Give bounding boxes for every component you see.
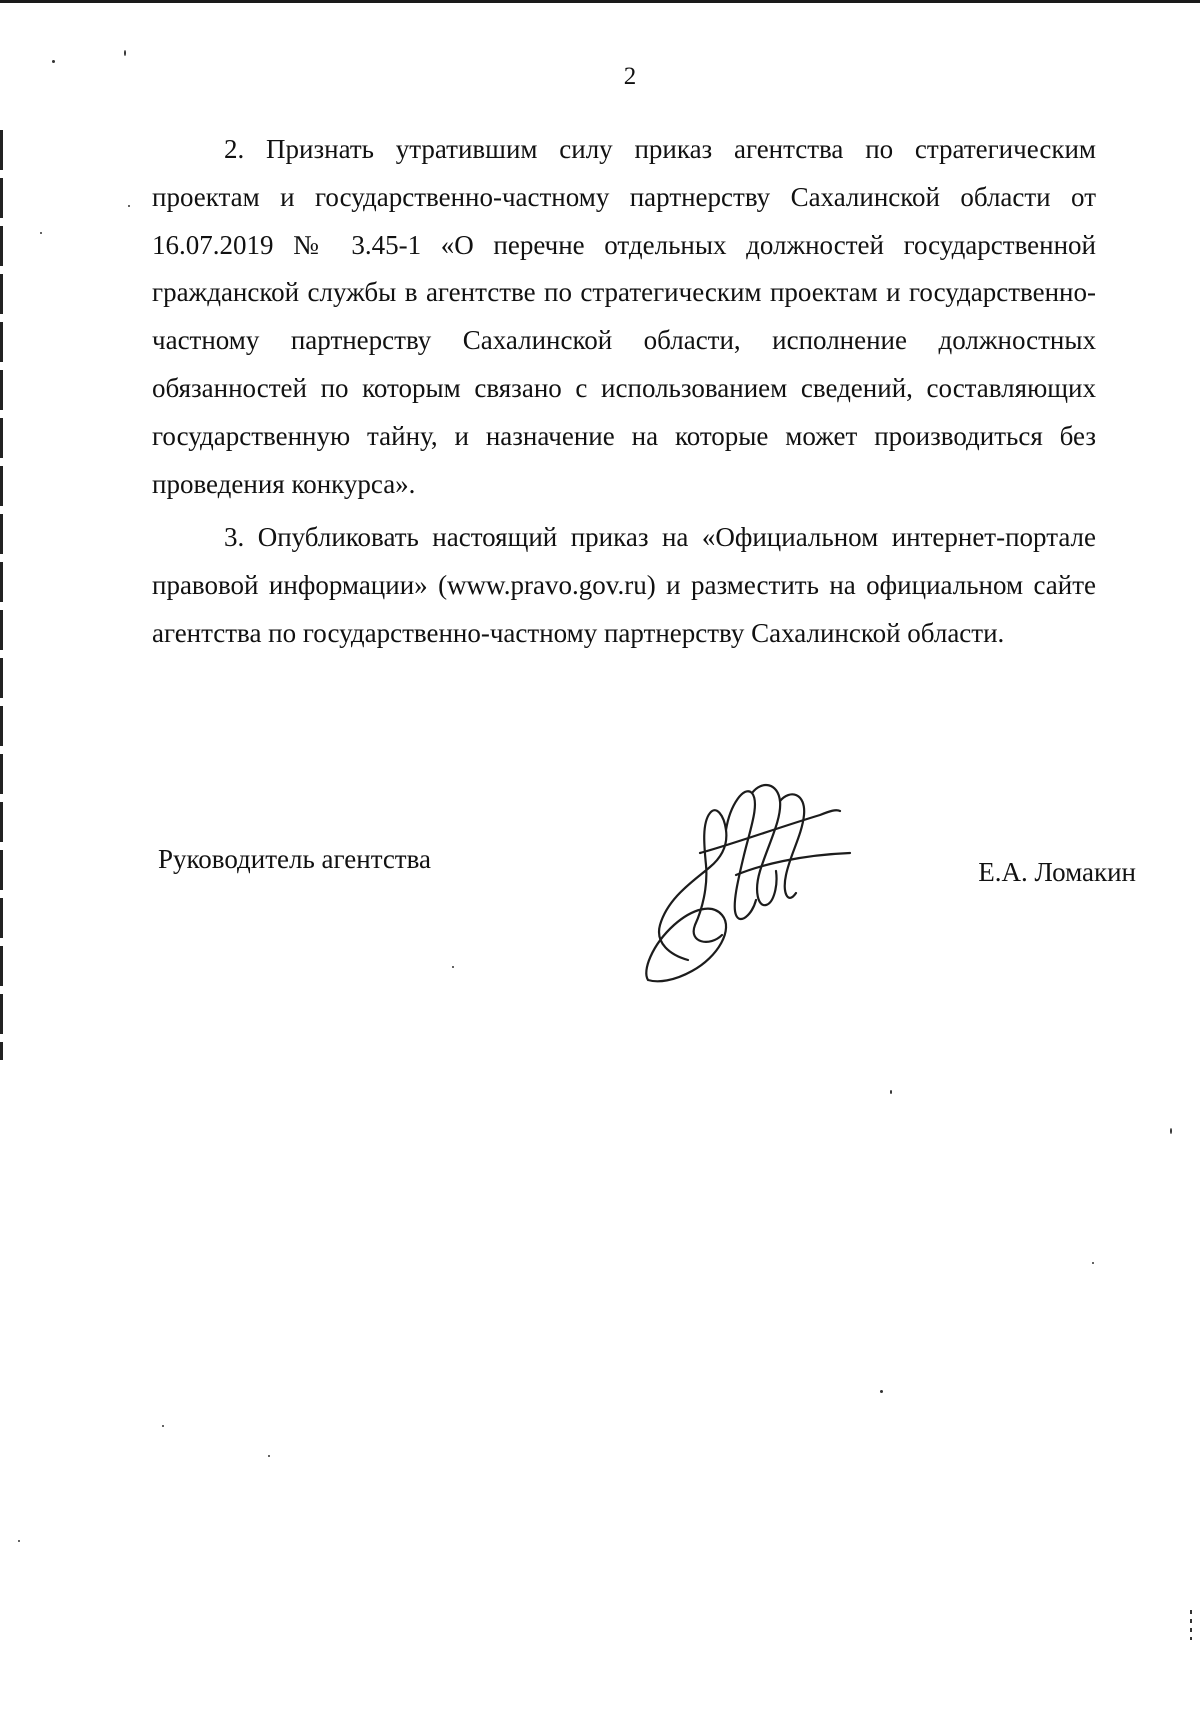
signatory-position: Руководитель агентства <box>158 844 431 874</box>
scan-speck <box>268 1455 270 1457</box>
scan-speck <box>18 1540 20 1542</box>
handwritten-signature <box>640 775 860 985</box>
page-number: 2 <box>623 63 637 90</box>
scan-speck <box>880 1390 883 1393</box>
paragraph-2: 2. Признать утратившим силу приказ агентства по стратегическим проектам и государственно-частному партнерству Сахалинской области от 16.07.2019 № 3.45-1 «О перечне отдельных должностей государственной гражданской службы в агентстве по стратегическим проектам и государственно-частному партнерству Сахалинской области, исполнение должностных обязанностей по которым связано с использованием сведений, составляющих государственную тайну, и назначение на которые может производиться без проведения конкурса». <box>152 134 1096 499</box>
scan-speck <box>452 966 454 968</box>
scan-left-edge <box>0 130 3 1060</box>
scan-speck <box>890 1090 892 1094</box>
scan-speck <box>162 1425 164 1427</box>
scan-top-edge <box>0 0 1200 3</box>
scan-speck <box>40 232 42 234</box>
order-body <box>152 126 1096 658</box>
scan-speck <box>1170 1128 1172 1134</box>
scan-speck <box>124 50 126 56</box>
scan-speck <box>52 60 55 63</box>
scan-speck <box>1092 1262 1094 1264</box>
paragraph-3: 3. Опубликовать настоящий приказ на «Официальном интернет-портале правовой информации» (www.pravo.gov.ru) и разместить на официальном сайте агентства по государственно-частному партнерству Сахалинской области. <box>152 522 1096 648</box>
scan-speck <box>128 205 130 207</box>
signatory-name: Е.А. Ломакин <box>978 857 1136 887</box>
scan-edge-marks <box>1190 1610 1192 1640</box>
